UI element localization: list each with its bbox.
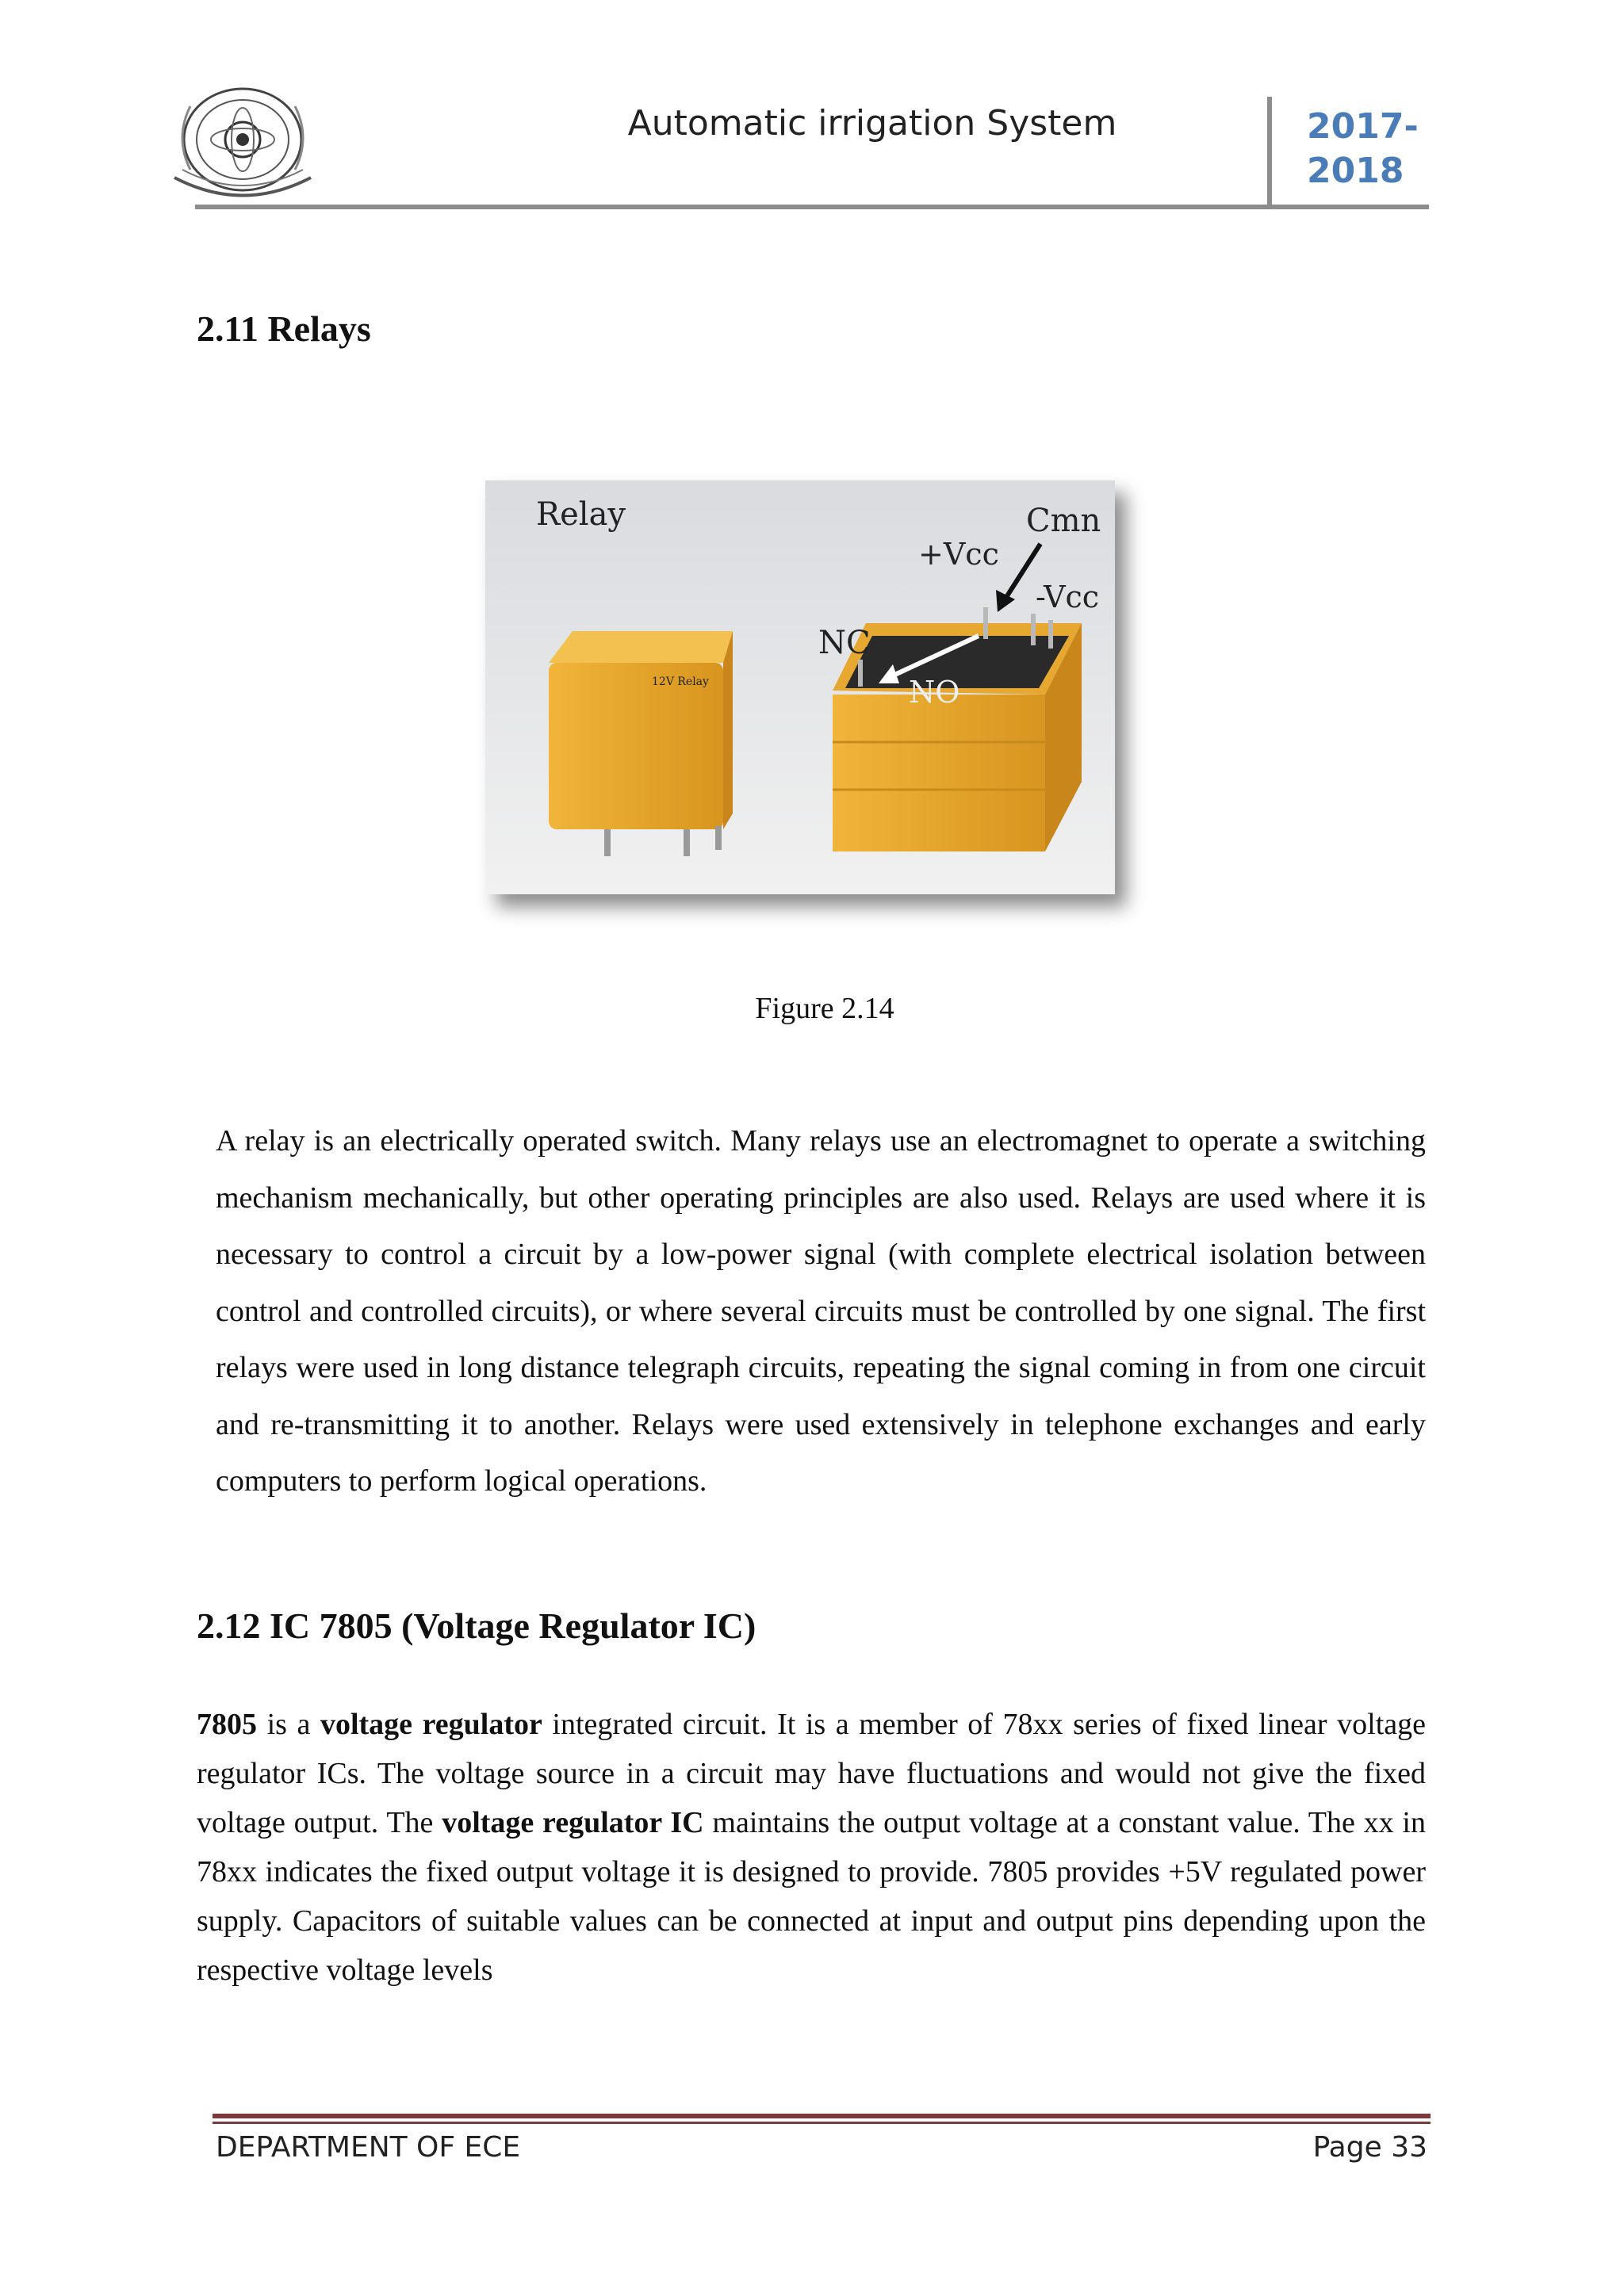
year-line-2: 2018 — [1307, 151, 1404, 191]
page-number: Page 33 — [1312, 2131, 1427, 2164]
label-cmn: Cmn — [1026, 503, 1101, 539]
label-vcc-plus: +Vcc — [918, 537, 999, 572]
footer-rule-thin — [213, 2122, 1431, 2124]
ic7805-paragraph: 7805 is a voltage regulator integrated circuit. It is a member of 78xx series of fixed linear voltage regulator ICs. The voltage source in a circuit may have fluctuations and would not give the fixed voltage output. The voltage regulator IC maintains the output voltage at a constant value. The xx in 78xx indicates the fixed output voltage it is designed to provide. 7805 provides +5V regulated power supply. Capacitors of suitable values can be connected at input and output pins depending upon the respective voltage levels — [197, 1708, 1426, 1987]
label-nc: NC — [818, 625, 871, 661]
year-line-1: 2017- — [1307, 106, 1419, 147]
term-7805: 7805 — [197, 1708, 257, 1741]
header-divider — [1267, 97, 1272, 208]
section-heading-ic7805: 2.12 IC 7805 (Voltage Regulator IC) — [197, 1605, 756, 1646]
header-rule — [195, 205, 1429, 209]
footer-department: DEPARTMENT OF ECE — [216, 2131, 521, 2164]
label-vcc-minus: -Vcc — [1036, 580, 1100, 614]
relay-left — [549, 631, 733, 856]
label-relay: Relay — [536, 496, 626, 533]
footer-rule — [213, 2114, 1431, 2118]
term-voltage-regulator-ic: voltage regulator IC — [442, 1806, 704, 1839]
relay-paragraph: A relay is an electrically operated switch. Many relays use an electromagnet to operate a switching mechanism mechanically, but other operating principles are also used. Relays are used where it is necessary to control a circuit by a low-power signal (with complete electrical isolation between control and controlled circuits), or where several circuits must be controlled by one signal. The first relays were used in long distance telegraph circuits, repeating the signal coming in from one circuit and re-transmitting it to another. Relays were used extensively in telephone exchanges and early computers to perform logical operations. — [216, 1124, 1426, 1498]
document-title: Automatic irrigation System — [627, 103, 1117, 144]
relay-figure — [485, 480, 1115, 894]
label-relay-marking: 12V Relay — [652, 675, 709, 688]
label-no: NO — [909, 675, 960, 710]
institution-seal-icon — [159, 82, 327, 208]
section-heading-relays: 2.11 Relays — [197, 308, 371, 349]
figure-caption: Figure 2.14 — [755, 992, 894, 1025]
term-voltage-regulator: voltage regulator — [320, 1708, 542, 1741]
academic-year — [1307, 105, 1434, 193]
